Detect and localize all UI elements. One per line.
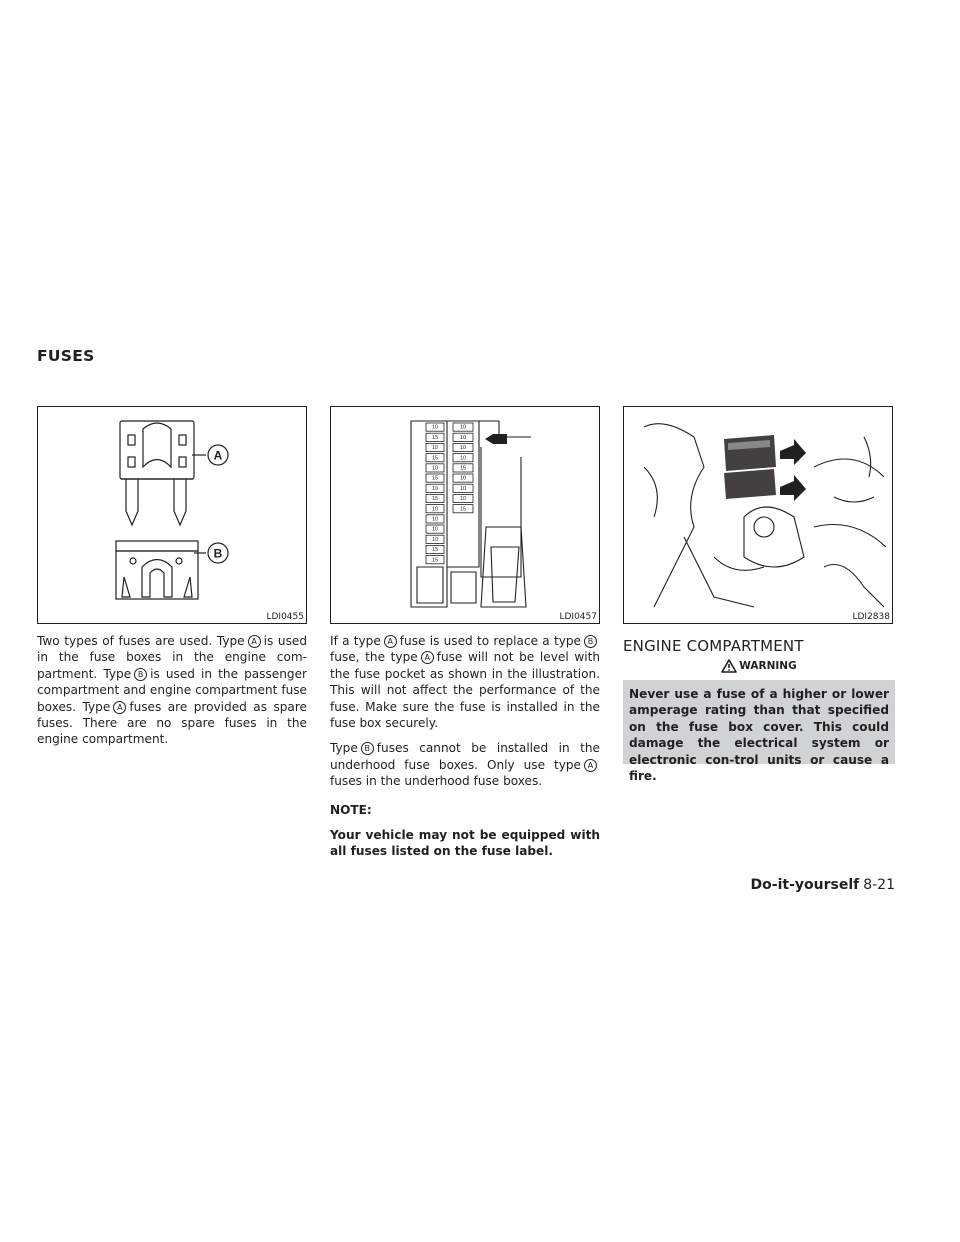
callout-b: B	[213, 546, 223, 561]
callout-icon: A	[384, 635, 397, 648]
fuse-label: 10	[431, 506, 439, 513]
fuse-label: 10	[431, 485, 439, 492]
fuse-label: 10	[459, 475, 467, 482]
arrow-icon	[780, 475, 806, 501]
text-span: is used in the passenger compartment and engine compartment fuse boxes. Type	[37, 666, 307, 714]
fuse-label: 10	[459, 455, 467, 462]
figure-id: LDI0457	[559, 612, 597, 622]
column-2	[330, 633, 600, 869]
warning-label: WARNING	[739, 660, 797, 672]
fuse-label: 10	[459, 434, 467, 441]
footer-section: Do-it-yourself	[750, 877, 860, 893]
fuse-label: 10	[431, 445, 439, 452]
text-span: fuse, the type	[330, 650, 418, 665]
figure-fuse-box	[330, 406, 600, 624]
fuse-label: 15	[431, 496, 439, 503]
text-span: fuse is used to replace a type	[399, 634, 581, 648]
text-span: Two types of fuses are used. Type	[37, 634, 245, 648]
figure-engine-compartment	[623, 406, 893, 624]
callout-icon: B	[361, 742, 374, 755]
figure-id: LDI2838	[852, 612, 890, 622]
callout-a: A	[213, 448, 223, 463]
fuse-label: 10	[459, 485, 467, 492]
callout-icon: A	[113, 701, 126, 714]
fuse-label: 15	[431, 455, 439, 462]
text-span: fuses in the underhood fuse boxes.	[330, 774, 543, 789]
callout-icon: B	[584, 635, 597, 648]
warning-icon	[721, 659, 737, 673]
section-title: FUSES	[37, 347, 95, 365]
paragraph	[330, 740, 600, 789]
fuse-label: 10	[459, 445, 467, 452]
fuse-column-right	[453, 423, 473, 513]
fuse-label: 15	[459, 465, 467, 472]
warning-header	[623, 655, 895, 677]
engine-compartment-illustration	[624, 407, 893, 624]
engine-compartment-heading: ENGINE COMPARTMENT	[623, 637, 804, 655]
column-1	[37, 633, 307, 757]
fuse-label: 10	[431, 516, 439, 523]
figure-id: LDI0455	[266, 612, 304, 622]
text-span: fuses cannot be installed in the underhood fuse boxes. Only use type	[330, 741, 600, 772]
page-footer	[751, 877, 895, 893]
fuse-label: 10	[431, 526, 439, 533]
fuse-box-illustration	[331, 407, 600, 624]
fuse-label: 15	[431, 475, 439, 482]
note-body: Your vehicle may not be equipped with all fuses listed on the fuse label.	[330, 828, 600, 859]
callout-icon: A	[584, 759, 597, 772]
fuse-label: 10	[459, 424, 467, 431]
fuse-label: 10	[431, 465, 439, 472]
paragraph	[330, 633, 600, 731]
warning-box: Never use a fuse of a higher or lower amperage rating than that specified on the fuse box cover. This could damage the electrical system or electronic con-trol units or cause a fire.	[623, 680, 895, 764]
text-span: Type	[330, 741, 358, 756]
fuse-label: 10	[431, 536, 439, 543]
arrow-icon	[485, 434, 507, 444]
fuse-label: 15	[459, 506, 467, 513]
fuse-label: 15	[431, 547, 439, 554]
fuse-column-left	[426, 423, 444, 564]
page-number: 8-21	[863, 877, 895, 893]
fuse-label: 10	[431, 424, 439, 431]
fuse-label: 15	[431, 557, 439, 564]
fuse-types-illustration	[38, 407, 307, 624]
figure-fuse-types	[37, 406, 307, 624]
arrow-icon	[780, 439, 806, 465]
note-heading: NOTE:	[330, 802, 372, 817]
text-span: If a type	[330, 634, 381, 648]
fuse-label: 10	[459, 496, 467, 503]
text-span: fuse will not be level with the fuse pocket as shown in the illustration. This will not affect the performance of the fuse. Make sure the fuse is installed in the fuse box securely.	[330, 650, 600, 731]
callout-icon: A	[421, 651, 434, 664]
text-span: is used in the fuse boxes in the engine com-partment. Type	[37, 634, 307, 681]
paragraph	[37, 633, 307, 748]
callout-icon: A	[248, 635, 261, 648]
fuse-label: 15	[431, 434, 439, 441]
callout-icon: B	[134, 668, 147, 681]
text-span: fuses are provided as spare fuses. There are no spare fuses in the engine compartment.	[37, 699, 307, 747]
